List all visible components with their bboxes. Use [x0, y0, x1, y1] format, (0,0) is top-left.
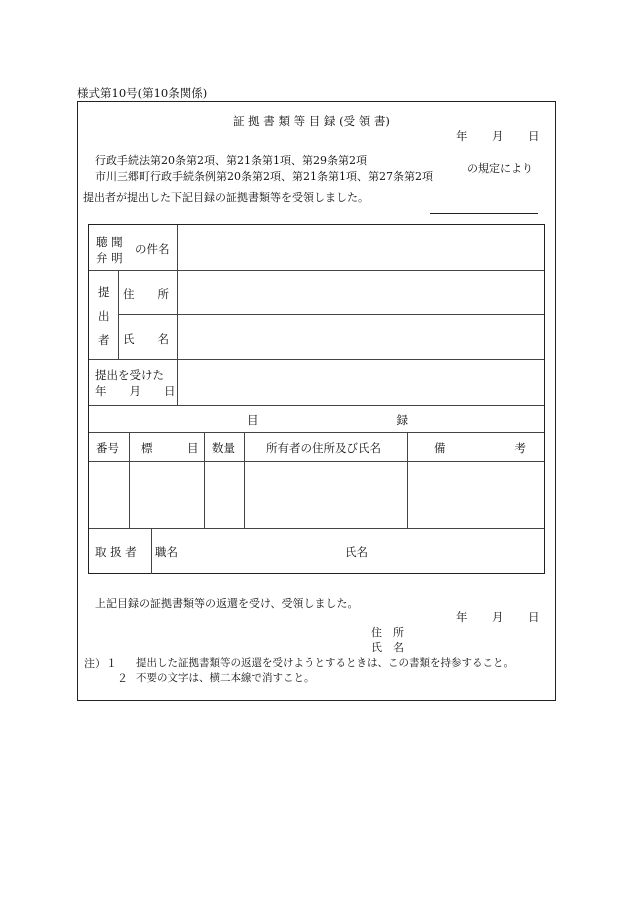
row-line [89, 528, 544, 529]
received-date-label: 提出を受けた [95, 368, 164, 382]
row-line [89, 432, 544, 433]
return-statement: 上記目録の証拠書類等の返還を受け、受領しました。 [95, 597, 359, 610]
col-header-quantity: 数量 [212, 441, 235, 455]
case-name-label: の件名 [135, 242, 170, 256]
note-2-text: 不要の文字は、横二本線で消すこと。 [136, 672, 315, 684]
col-line [129, 432, 130, 528]
top-date-year: 年 [456, 129, 468, 143]
col-line [204, 432, 205, 528]
top-date-day: 日 [528, 129, 540, 143]
top-date-month: 月 [492, 129, 504, 143]
row-line [89, 359, 544, 360]
submitter-char-2: 出 [98, 309, 110, 323]
catalog-table [88, 224, 545, 574]
row-line [89, 461, 544, 462]
handler-job-title-label: 職名 [155, 545, 178, 559]
col-header-item: 標 目 [141, 441, 199, 455]
col-header-remarks: 備 考 [434, 441, 526, 455]
col-line [177, 225, 178, 405]
row-line [89, 270, 544, 271]
note-2-number: ２ [117, 672, 128, 685]
note-1-text: 提出した証拠書類等の返還を受けようとするときは、この書類を持参すること。 [136, 657, 514, 669]
legal-reference-law: 行政手続法第20条第2項、第21条第1項、第29条第2項 [95, 154, 367, 167]
submitter-char-1: 提 [98, 285, 110, 299]
submitter-char-3: 者 [98, 333, 110, 347]
legal-reference-suffix: の規定により [467, 162, 533, 175]
form-number-label: 様式第10号(第10条関係) [77, 86, 208, 100]
receiver-name-label: 氏 名 [371, 641, 404, 654]
bottom-date-month: 月 [492, 610, 504, 624]
handler-label: 取 扱 者 [95, 545, 137, 559]
col-line [151, 528, 152, 574]
legal-reference-ordinance: 市川三郷町行政手続条例第20条第2項、第21条第1項、第27条第2項 [95, 170, 433, 183]
document-title: 証 拠 書 類 等 目 録 (受 領 書) [233, 114, 390, 128]
row-line [118, 314, 544, 315]
note-prefix: 注）１ [84, 657, 117, 670]
handler-name-label: 氏名 [345, 545, 368, 559]
received-date-format: 年 月 日 [95, 384, 176, 398]
catalog-heading: 目 録 [247, 413, 408, 427]
signature-line [430, 213, 538, 214]
address-label: 住 所 [123, 287, 169, 301]
bottom-date-day: 日 [528, 610, 540, 624]
col-line [118, 270, 119, 359]
col-line [407, 432, 408, 528]
receiver-address-label: 住 所 [371, 626, 404, 639]
col-line [244, 432, 245, 528]
receipt-statement: 提出者が提出した下記目録の証拠書類等を受領しました。 [83, 191, 369, 204]
defense-label: 弁 明 [96, 251, 123, 265]
bottom-date-year: 年 [456, 610, 468, 624]
hearing-label: 聴 聞 [96, 235, 123, 249]
col-header-number: 番号 [96, 441, 119, 455]
row-line [89, 405, 544, 406]
name-label: 氏 名 [123, 332, 169, 346]
col-header-owner: 所有者の住所及び氏名 [266, 441, 381, 455]
